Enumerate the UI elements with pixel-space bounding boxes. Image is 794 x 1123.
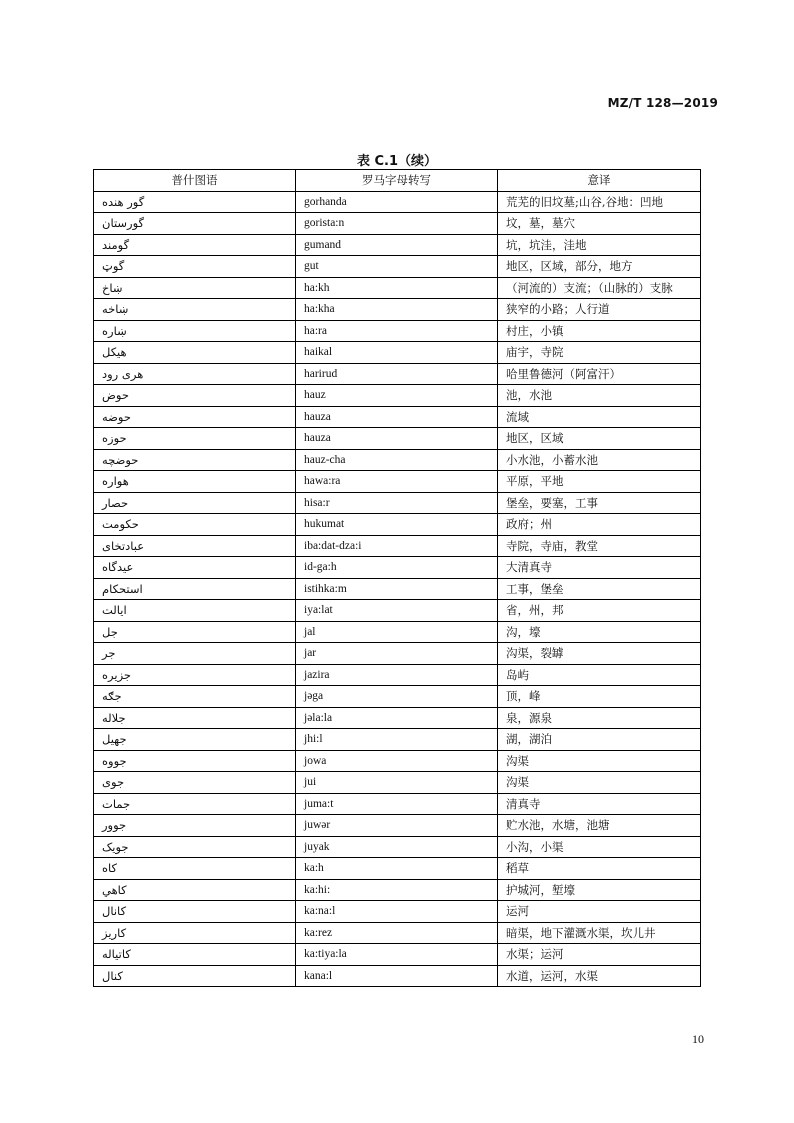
table-row — [94, 750, 701, 772]
translation-cell: 护城河，堑壕 — [498, 879, 701, 901]
romanization-cell: jəga — [296, 686, 498, 708]
table-row — [94, 965, 701, 987]
table-row — [94, 772, 701, 794]
table-row — [94, 621, 701, 643]
pashto-term-cell: جزیره — [94, 664, 296, 686]
table-row — [94, 557, 701, 579]
romanization-cell: jal — [296, 621, 498, 643]
translation-cell: 沟渠，裂罅 — [498, 643, 701, 665]
romanization-cell: hauz — [296, 385, 498, 407]
table-row — [94, 901, 701, 923]
pashto-term-cell: جمات — [94, 793, 296, 815]
romanization-cell: haikal — [296, 342, 498, 364]
romanization-cell: harirud — [296, 363, 498, 385]
romanization-cell: hukumat — [296, 514, 498, 536]
translation-cell: 暗渠，地下灌溉水渠，坎儿井 — [498, 922, 701, 944]
table-row — [94, 471, 701, 493]
table-row — [94, 213, 701, 235]
romanization-cell: gorista:n — [296, 213, 498, 235]
table-row — [94, 686, 701, 708]
romanization-cell: hauza — [296, 428, 498, 450]
pashto-term-cell: حکومت — [94, 514, 296, 536]
romanization-cell: jowa — [296, 750, 498, 772]
pashto-term-cell: کاه — [94, 858, 296, 880]
romanization-cell: jar — [296, 643, 498, 665]
table-row — [94, 342, 701, 364]
pashto-term-cell: گوټ — [94, 256, 296, 278]
romanization-cell: gorhanda — [296, 191, 498, 213]
terminology-table — [93, 169, 701, 987]
romanization-cell: juyak — [296, 836, 498, 858]
translation-cell: 湖，湖泊 — [498, 729, 701, 751]
romanization-cell: ka:h — [296, 858, 498, 880]
pashto-term-cell: جګه — [94, 686, 296, 708]
pashto-term-cell: جویک — [94, 836, 296, 858]
translation-cell: 大清真寺 — [498, 557, 701, 579]
pashto-term-cell: ښاره — [94, 320, 296, 342]
pashto-term-cell: گور هنده — [94, 191, 296, 213]
translation-cell: 省，州，邦 — [498, 600, 701, 622]
translation-cell: 水渠；运河 — [498, 944, 701, 966]
translation-cell: 流域 — [498, 406, 701, 428]
column-header-romanization: 罗马字母转写 — [296, 170, 498, 192]
table-row — [94, 320, 701, 342]
romanization-cell: ka:rez — [296, 922, 498, 944]
translation-cell: 小沟，小渠 — [498, 836, 701, 858]
table-row — [94, 879, 701, 901]
table-row — [94, 256, 701, 278]
romanization-cell: ha:kh — [296, 277, 498, 299]
table-row — [94, 234, 701, 256]
translation-cell: 运河 — [498, 901, 701, 923]
translation-cell: 坟，墓，墓穴 — [498, 213, 701, 235]
translation-cell: 堡垒，要塞，工事 — [498, 492, 701, 514]
translation-cell: 哈里鲁德河（阿富汗） — [498, 363, 701, 385]
table-row — [94, 643, 701, 665]
pashto-term-cell: ښاخه — [94, 299, 296, 321]
translation-cell: 池，水池 — [498, 385, 701, 407]
table-row — [94, 707, 701, 729]
romanization-cell: ka:na:l — [296, 901, 498, 923]
romanization-cell: jhi:l — [296, 729, 498, 751]
translation-cell: 政府；州 — [498, 514, 701, 536]
translation-cell: 坑，坑洼，洼地 — [498, 234, 701, 256]
table-header-row — [94, 170, 701, 192]
table-row — [94, 578, 701, 600]
table-row — [94, 858, 701, 880]
translation-cell: 稻草 — [498, 858, 701, 880]
pashto-term-cell: کنال — [94, 965, 296, 987]
standard-code: MZ/T 128—2019 — [607, 96, 718, 110]
romanization-cell: hauza — [296, 406, 498, 428]
pashto-term-cell: هيکل — [94, 342, 296, 364]
table-row — [94, 406, 701, 428]
pashto-term-cell: حوزه — [94, 428, 296, 450]
translation-cell: 工事，堡垒 — [498, 578, 701, 600]
translation-cell: 沟，壕 — [498, 621, 701, 643]
table-row — [94, 664, 701, 686]
romanization-cell: ha:ra — [296, 320, 498, 342]
table-row — [94, 191, 701, 213]
translation-cell: 沟渠 — [498, 750, 701, 772]
table-row — [94, 363, 701, 385]
pashto-term-cell: کاتیاله — [94, 944, 296, 966]
pashto-term-cell: هری رود — [94, 363, 296, 385]
table-row — [94, 836, 701, 858]
pashto-term-cell: ایالت — [94, 600, 296, 622]
table-row — [94, 449, 701, 471]
romanization-cell: ha:kha — [296, 299, 498, 321]
romanization-cell: ka:hi: — [296, 879, 498, 901]
translation-cell: 荒芜的旧坟墓;山谷,谷地：凹地 — [498, 191, 701, 213]
translation-cell: 泉，源泉 — [498, 707, 701, 729]
pashto-term-cell: جوی — [94, 772, 296, 794]
pashto-term-cell: عبادتخای — [94, 535, 296, 557]
romanization-cell: istihka:m — [296, 578, 498, 600]
translation-cell: 岛屿 — [498, 664, 701, 686]
pashto-term-cell: گورستان — [94, 213, 296, 235]
pashto-term-cell: جلاله — [94, 707, 296, 729]
column-header-translation: 意译 — [498, 170, 701, 192]
pashto-term-cell: جل — [94, 621, 296, 643]
romanization-cell: jui — [296, 772, 498, 794]
pashto-term-cell: استحکام — [94, 578, 296, 600]
romanization-cell: jəla:la — [296, 707, 498, 729]
pashto-term-cell: جووه — [94, 750, 296, 772]
pashto-term-cell: جر — [94, 643, 296, 665]
pashto-term-cell: حوضچه — [94, 449, 296, 471]
pashto-term-cell: کاهي — [94, 879, 296, 901]
pashto-term-cell: حصار — [94, 492, 296, 514]
table-row — [94, 385, 701, 407]
pashto-term-cell: حوض — [94, 385, 296, 407]
pashto-term-cell: عیدگاه — [94, 557, 296, 579]
romanization-cell: kana:l — [296, 965, 498, 987]
romanization-cell: gumand — [296, 234, 498, 256]
pashto-term-cell: جوور — [94, 815, 296, 837]
table-row — [94, 428, 701, 450]
table-row — [94, 514, 701, 536]
table-row — [94, 922, 701, 944]
romanization-cell: ka:tiya:la — [296, 944, 498, 966]
pashto-term-cell: کانال — [94, 901, 296, 923]
romanization-cell: iba:dat-dza:i — [296, 535, 498, 557]
pashto-term-cell: حوضه — [94, 406, 296, 428]
table-row — [94, 299, 701, 321]
translation-cell: 地区，区域 — [498, 428, 701, 450]
pashto-term-cell: گومند — [94, 234, 296, 256]
romanization-cell: hisa:r — [296, 492, 498, 514]
table-body — [94, 191, 701, 987]
translation-cell: 沟渠 — [498, 772, 701, 794]
translation-cell: 村庄，小镇 — [498, 320, 701, 342]
table-row — [94, 729, 701, 751]
romanization-cell: juma:t — [296, 793, 498, 815]
translation-cell: 地区，区域，部分，地方 — [498, 256, 701, 278]
translation-cell: 狭窄的小路；人行道 — [498, 299, 701, 321]
translation-cell: 清真寺 — [498, 793, 701, 815]
romanization-cell: jazira — [296, 664, 498, 686]
page-number: 10 — [692, 1032, 704, 1046]
romanization-cell: id-ga:h — [296, 557, 498, 579]
translation-cell: 小水池，小蓄水池 — [498, 449, 701, 471]
table-row — [94, 535, 701, 557]
translation-cell: 贮水池，水塘，池塘 — [498, 815, 701, 837]
translation-cell: 顶，峰 — [498, 686, 701, 708]
translation-cell: 平原，平地 — [498, 471, 701, 493]
table-caption: 表 C.1（续） — [356, 154, 438, 169]
pashto-term-cell: ښاخ — [94, 277, 296, 299]
romanization-cell: hauz-cha — [296, 449, 498, 471]
translation-cell: 寺院，寺庙，教堂 — [498, 535, 701, 557]
table-row — [94, 944, 701, 966]
pashto-term-cell: کاریز — [94, 922, 296, 944]
romanization-cell: gut — [296, 256, 498, 278]
translation-cell: （河流的）支流；（山脉的）支脉 — [498, 277, 701, 299]
table-row — [94, 492, 701, 514]
table-row — [94, 815, 701, 837]
translation-cell: 水道，运河，水渠 — [498, 965, 701, 987]
table-row — [94, 793, 701, 815]
column-header-pashto: 普什图语 — [94, 170, 296, 192]
pashto-term-cell: هواره — [94, 471, 296, 493]
pashto-term-cell: جهيل — [94, 729, 296, 751]
translation-cell: 庙宇，寺院 — [498, 342, 701, 364]
table-row — [94, 600, 701, 622]
romanization-cell: juwər — [296, 815, 498, 837]
romanization-cell: iya:lat — [296, 600, 498, 622]
romanization-cell: hawa:ra — [296, 471, 498, 493]
table-row — [94, 277, 701, 299]
